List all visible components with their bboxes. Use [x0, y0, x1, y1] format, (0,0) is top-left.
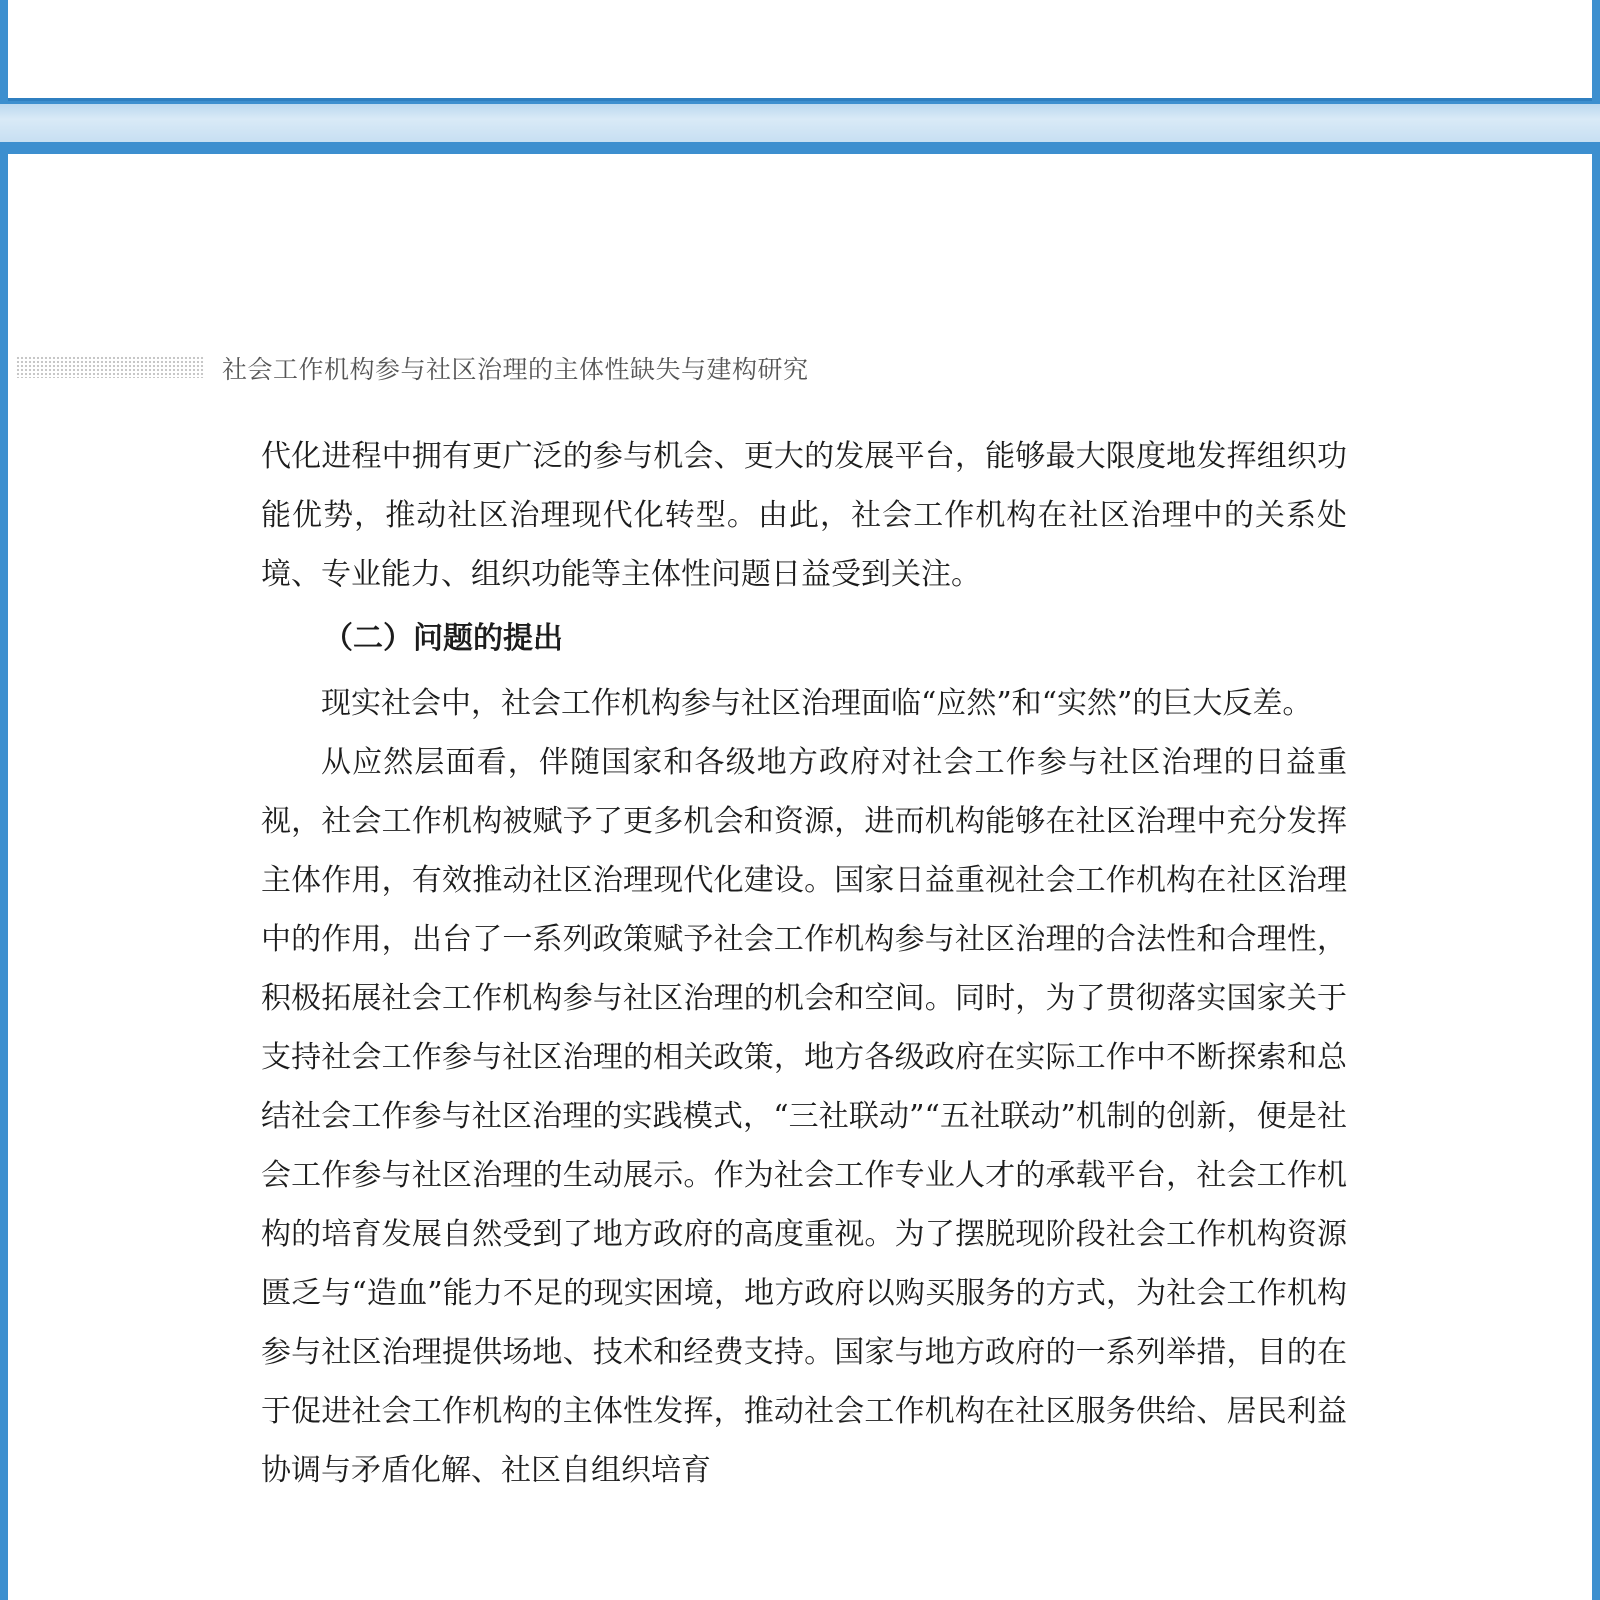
header-dot-pattern [16, 356, 204, 378]
section-heading: （二）问题的提出 [323, 621, 563, 656]
paragraph: 从应然层面看，伴随国家和各级地方政府对社会工作参与社区治理的日益重视，社会工作机构被赋予了更多机会和资源，进而机构能够在社区治理中充分发挥主体作用，有效推动社区治理现代化建设。国家日益重视社会工作机构在社区治理中的作用，出台了一系列政策赋予社会工作机构参与社区治理的合法性和合理性，积极拓展社会工作机构参与社区治理的机会和空间。同时，为了贯彻落实国家关于支持社会工作参与社区治理的相关政策，地方各级政府在实际工作中不断探索和总结社会工作参与社区治理的实践模式，“三社联动”“五社联动”机制的创新，便是社会工作参与社区治理的生动展示。作为社会工作专业人才的承载平台，社会工作机构的培育发展自然受到了地方政府的高度重视。为了摆脱现阶段社会工作机构资源匮乏与“造血”能力不足的现实困境，地方政府以购买服务的方式，为社会工作机构参与社区治理提供场地、技术和经费支持。国家与地方政府的一系列举措，目的在于促进社会工作机构的主体性发挥，推动社会工作机构在社区服务供给、居民利益协调与矛盾化解、社区自组织培育 [261, 745, 1347, 1488]
page-gap [0, 104, 1600, 142]
document-page[interactable] [8, 154, 1592, 1600]
body-text [261, 427, 1347, 1500]
previous-page-bottom [8, 0, 1592, 101]
running-header [8, 346, 1592, 386]
paragraph: 现实社会中，社会工作机构参与社区治理面临“应然”和“实然”的巨大反差。 [321, 686, 1313, 721]
running-header-title: 社会工作机构参与社区治理的主体性缺失与建构研究 [222, 355, 809, 384]
paragraph-continuation: 代化进程中拥有更广泛的参与机会、更大的发展平台，能够最大限度地发挥组织功能优势，推动社区治理现代化转型。由此，社会工作机构在社区治理中的关系处境、专业能力、组织功能等主体性问题日益受到关注。 [261, 439, 1347, 592]
